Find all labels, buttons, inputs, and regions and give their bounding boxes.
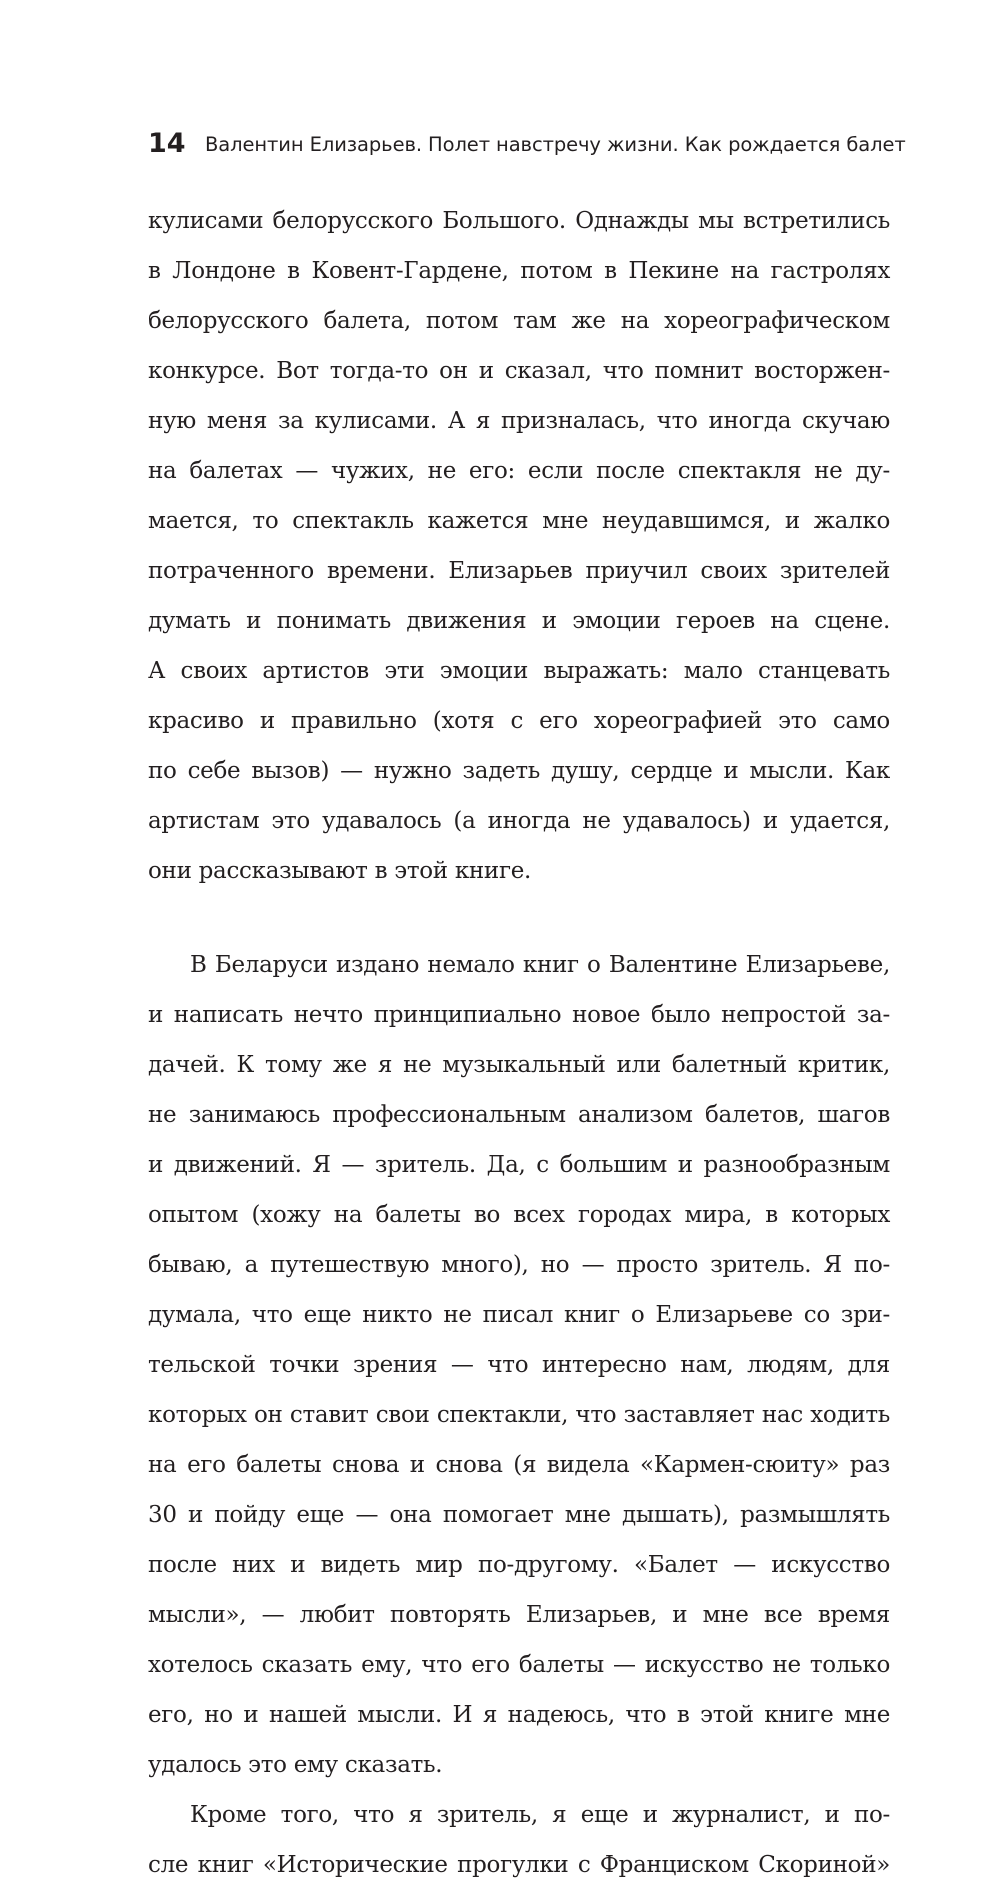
- text-line: по себе вызов) — нужно задеть душу, сердце и мысли. Как: [148, 758, 890, 784]
- text-line: мается, то спектакль кажется мне неудавшимся, и жалко: [148, 508, 890, 534]
- text-line: дачей. К тому же я не музыкальный или балетный критик,: [148, 1052, 890, 1078]
- page-number: 14: [148, 128, 186, 159]
- text-line: на балетах — чужих, не его: если после спектакля не ду-: [148, 458, 890, 484]
- text-line: потраченного времени. Елизарьев приучил своих зрителей: [148, 558, 890, 584]
- text-line: думала, что еще никто не писал книг о Елизарьеве со зри-: [148, 1302, 890, 1328]
- text-line: в Лондоне в Ковент-Гардене, потом в Пекине на гастролях: [148, 258, 890, 284]
- text-line: 30 и пойду еще — она помогает мне дышать), размышлять: [148, 1502, 890, 1528]
- paragraph-3: [148, 1790, 890, 1890]
- text-line: хотелось сказать ему, что его балеты — искусство не только: [148, 1652, 890, 1678]
- text-line: конкурсе. Вот тогда-то он и сказал, что помнит восторжен-: [148, 358, 890, 384]
- text-line: Кроме того, что я зритель, я еще и журналист, и по-: [190, 1802, 890, 1828]
- text-line: тельской точки зрения — что интересно нам, людям, для: [148, 1352, 890, 1378]
- running-title: Валентин Елизарьев. Полет навстречу жизни. Как рождается балет: [205, 133, 906, 156]
- text-line: и движений. Я — зритель. Да, с большим и разнообразным: [148, 1152, 890, 1178]
- text-line: и написать нечто принципиально новое было непростой за-: [148, 1002, 890, 1028]
- paragraph-2: [148, 940, 890, 1790]
- running-head: [148, 126, 906, 166]
- text-line: красиво и правильно (хотя с его хореографией это само: [148, 708, 890, 734]
- text-line: А своих артистов эти эмоции выражать: мало станцевать: [148, 658, 890, 684]
- text-line: они рассказывают в этой книге.: [148, 858, 532, 884]
- text-line: его, но и нашей мысли. И я надеюсь, что в этой книге мне: [148, 1702, 890, 1728]
- text-line: артистам это удавалось (а иногда не удавалось) и удается,: [148, 808, 890, 834]
- paragraph-1: [148, 196, 890, 896]
- text-line: не занимаюсь профессиональным анализом балетов, шагов: [148, 1102, 890, 1128]
- text-line: на его балеты снова и снова (я видела «Кармен-сюиту» раз: [148, 1452, 890, 1478]
- text-line: ную меня за кулисами. А я призналась, что иногда скучаю: [148, 408, 890, 434]
- text-line: мысли», — любит повторять Елизарьев, и мне все время: [148, 1602, 890, 1628]
- text-line: которых он ставит свои спектакли, что заставляет нас ходить: [148, 1402, 890, 1428]
- text-line: кулисами белорусского Большого. Однажды мы встретились: [148, 208, 890, 234]
- text-line: белорусского балета, потом там же на хореографическом: [148, 308, 890, 334]
- text-line: после них и видеть мир по-другому. «Балет — искусство: [148, 1552, 890, 1578]
- body-text: [148, 196, 890, 1890]
- text-line: удалось это ему сказать.: [148, 1752, 443, 1778]
- paragraph-spacer: [148, 896, 890, 940]
- text-line: бываю, а путешествую много), но — просто зритель. Я по-: [148, 1252, 890, 1278]
- text-line: думать и понимать движения и эмоции героев на сцене.: [148, 608, 890, 634]
- text-line: опытом (хожу на балеты во всех городах мира, в которых: [148, 1202, 890, 1228]
- text-line: В Беларуси издано немало книг о Валентине Елизарьеве,: [190, 952, 890, 978]
- text-line: сле книг «Исторические прогулки с Франциском Скориной»: [148, 1852, 890, 1878]
